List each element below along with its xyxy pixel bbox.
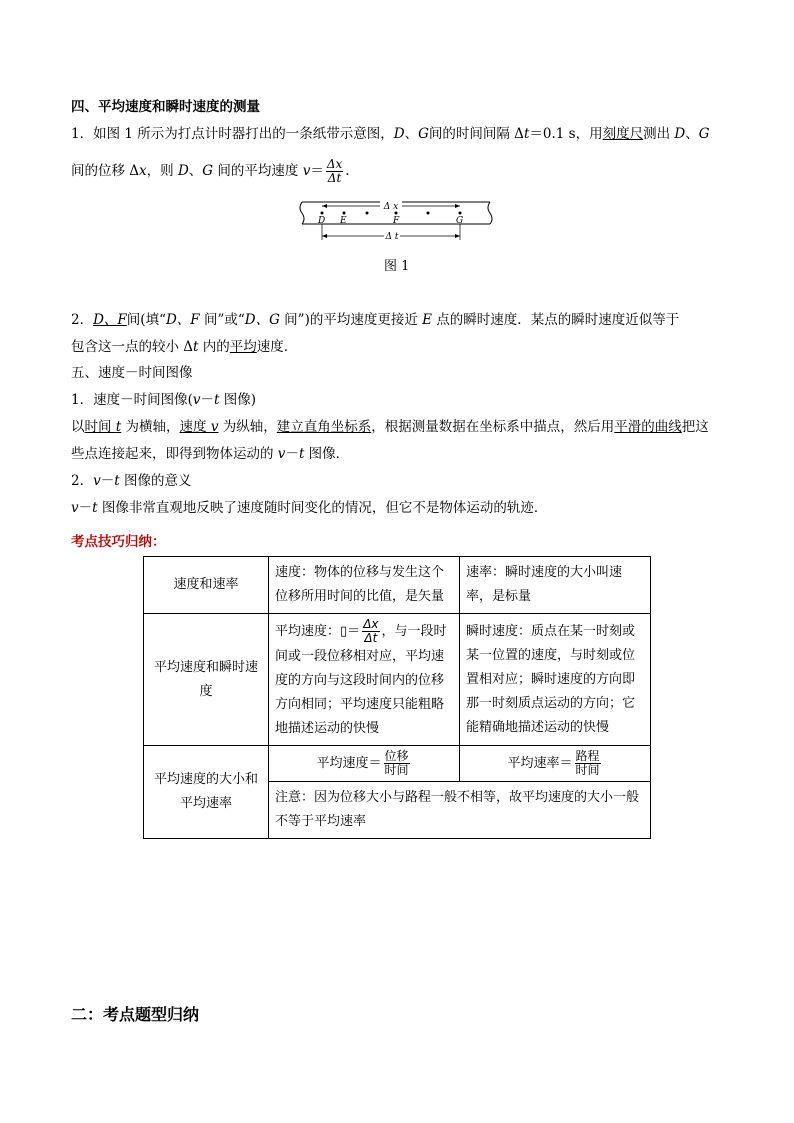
text: ＝ bbox=[310, 163, 324, 179]
text: 、 bbox=[404, 126, 419, 142]
text: 间的平均速度 bbox=[213, 163, 303, 179]
text: 平均速度： bbox=[275, 624, 341, 639]
fraction-denominator: 时间 bbox=[575, 763, 600, 777]
fraction-denominator: Δt bbox=[364, 631, 378, 645]
text: 图像的意义 bbox=[119, 473, 192, 489]
text: 1．速度－时间图像( bbox=[71, 392, 193, 408]
cell-average-velocity bbox=[269, 614, 460, 746]
label-f: F bbox=[393, 216, 400, 226]
sec5-line1 bbox=[71, 417, 709, 437]
tips-title: 考点技巧归纳： bbox=[71, 534, 166, 550]
sec5-sub1 bbox=[71, 390, 256, 410]
dot-g bbox=[459, 212, 462, 215]
text: 包含这一点的较小 Δ bbox=[71, 339, 194, 355]
fraction-numerator: Δx bbox=[363, 617, 379, 631]
text: 把这 bbox=[681, 419, 709, 435]
text: － bbox=[285, 446, 299, 462]
text: D bbox=[393, 126, 405, 142]
label-g: G bbox=[456, 216, 464, 226]
fraction-numerator: 路程 bbox=[575, 749, 600, 763]
text: 为横轴， bbox=[121, 419, 180, 435]
text: 2． bbox=[71, 312, 94, 328]
text: 间的时间间隔 Δ bbox=[428, 126, 524, 142]
text: ＝ bbox=[347, 624, 361, 639]
text: ，根据测量数据在坐标系中描点，然后用 bbox=[371, 419, 615, 435]
fraction-displacement-time bbox=[384, 750, 410, 777]
dot-d bbox=[321, 212, 324, 215]
text: ，则 bbox=[146, 163, 178, 179]
table-row bbox=[144, 614, 651, 746]
text: E bbox=[422, 312, 433, 328]
text: . bbox=[345, 163, 350, 179]
answer-df: D、F bbox=[93, 312, 127, 328]
para1-line1 bbox=[71, 124, 710, 144]
text: 内的 bbox=[198, 339, 230, 355]
text: 间”)的平均速度更接近 bbox=[279, 312, 423, 328]
text: v bbox=[277, 446, 286, 462]
para2-line2 bbox=[71, 337, 297, 357]
row-head-speed-rate: 速度和速率 bbox=[144, 557, 269, 614]
cell-note: 注意：因为位移大小与路程一般不相等，故平均速度的大小一般不等于平均速率 bbox=[269, 782, 651, 839]
dot bbox=[343, 212, 346, 215]
text: 1．如图 1 所示为打点计时器打出的一条纸带示意图， bbox=[71, 126, 394, 142]
cell-instant-velocity: 瞬时速度：质点在某一时刻或某一位置的速度，与时刻或位置相对应；瞬时速度的方向即那一时刻质点运动的方向；它能精确地描述运动的快慢 bbox=[460, 614, 651, 746]
text: v bbox=[210, 419, 219, 435]
text: － bbox=[200, 392, 214, 408]
fraction-denominator: 时间 bbox=[384, 763, 409, 777]
sec5-sub2 bbox=[71, 471, 191, 491]
fraction-distance-time bbox=[575, 750, 601, 777]
fraction-numerator: 位移 bbox=[384, 749, 409, 763]
text: 、 bbox=[188, 163, 203, 179]
text: 间”或“ bbox=[199, 312, 245, 328]
text: 些点连接起来，即得到物体运动的 bbox=[71, 446, 278, 462]
section-2-title: 二：考点题型归纳 bbox=[71, 1005, 200, 1024]
text: 测出 bbox=[643, 126, 675, 142]
figure-caption: 图 1 bbox=[384, 259, 410, 274]
cell-average-rate-formula bbox=[460, 746, 651, 782]
text: 图像) bbox=[219, 392, 256, 408]
text: t bbox=[298, 446, 305, 462]
text: ，与一段时间或一段位移相对应，平均速度的方向与这段时间内的位移方向相同；平均速度只能粗略地描述运动的快慢 bbox=[275, 624, 447, 736]
text: G bbox=[698, 126, 710, 142]
text: － bbox=[100, 473, 115, 489]
text: 间的位移 Δ bbox=[71, 163, 140, 179]
fraction-denominator: Δt bbox=[327, 171, 342, 185]
dot bbox=[427, 212, 430, 215]
fraction-numerator: Δx bbox=[326, 157, 343, 171]
text: t bbox=[92, 500, 98, 516]
text: 点的瞬时速度．某点的瞬时速度近似等于 bbox=[432, 312, 680, 328]
dt-label: Δ t bbox=[385, 232, 399, 242]
table-row bbox=[144, 746, 651, 782]
fraction-dx-dt bbox=[326, 158, 343, 185]
sec5-line3 bbox=[71, 498, 547, 518]
label-e: E bbox=[340, 216, 347, 226]
text: － bbox=[78, 500, 93, 516]
para1-line2 bbox=[71, 158, 350, 185]
label-d: D bbox=[318, 216, 326, 226]
para2-line1 bbox=[71, 310, 679, 330]
text: 平均速度＝ bbox=[316, 756, 382, 771]
tape-figure bbox=[296, 194, 496, 246]
answer-curve: 平滑的曲线 bbox=[614, 419, 682, 435]
answer-time bbox=[85, 419, 122, 435]
section-4-title: 四、平均速度和瞬时速度的测量 bbox=[71, 99, 260, 115]
text: D、G bbox=[244, 312, 280, 328]
text: t bbox=[193, 339, 199, 355]
text: t bbox=[115, 419, 122, 435]
text: 、 bbox=[685, 126, 699, 142]
text: G bbox=[418, 126, 429, 142]
text: 速度． bbox=[256, 339, 298, 355]
table-row bbox=[144, 557, 651, 614]
text: v bbox=[93, 473, 101, 489]
text: 图像非常直观地反映了速度随时间变化的情况，但它不是物体运动的轨迹． bbox=[97, 500, 548, 516]
text: ＝0.1 s，用 bbox=[529, 126, 603, 142]
missing-glyph: ▯ bbox=[340, 624, 348, 639]
answer-average: 平均 bbox=[229, 339, 257, 355]
text: 平均速率＝ bbox=[507, 756, 573, 771]
fraction-dx-dt bbox=[362, 618, 379, 645]
text: v bbox=[71, 500, 79, 516]
section-5-title: 五、速度－时间图像 bbox=[71, 365, 193, 381]
answer-ruler: 刻度尺 bbox=[602, 126, 644, 142]
cell-average-velocity-formula bbox=[269, 746, 460, 782]
text: v bbox=[302, 163, 311, 179]
text: x bbox=[139, 163, 147, 179]
answer-coordinate: 建立直角坐标系 bbox=[276, 419, 372, 435]
text: 速度 bbox=[179, 419, 211, 435]
text: t bbox=[214, 392, 220, 408]
text: 以 bbox=[71, 419, 85, 435]
text: 间(填“ bbox=[126, 312, 166, 328]
dot bbox=[366, 212, 369, 215]
cell-velocity: 速度：物体的位移与发生这个位移所用时间的比值，是矢量 bbox=[269, 557, 460, 614]
text: v bbox=[192, 392, 201, 408]
text: D bbox=[674, 126, 686, 142]
text: 为纵轴， bbox=[218, 419, 277, 435]
text: t bbox=[114, 473, 120, 489]
text: 图像． bbox=[304, 446, 350, 462]
text: D、F bbox=[165, 312, 200, 328]
text: D bbox=[177, 163, 189, 179]
text: G bbox=[202, 163, 214, 179]
row-head-magnitude-rate: 平均速度的大小和平均速率 bbox=[144, 746, 269, 839]
dx-label: Δ x bbox=[383, 202, 399, 212]
sec5-line2 bbox=[71, 444, 349, 464]
text: 时间 bbox=[84, 419, 116, 435]
row-head-average-instant: 平均速度和瞬时速度 bbox=[144, 614, 269, 746]
text: 2． bbox=[71, 473, 94, 489]
summary-table bbox=[143, 556, 651, 839]
answer-speed bbox=[180, 419, 219, 435]
cell-speed-rate: 速率：瞬时速度的大小叫速率，是标量 bbox=[460, 557, 651, 614]
text: t bbox=[523, 126, 530, 142]
